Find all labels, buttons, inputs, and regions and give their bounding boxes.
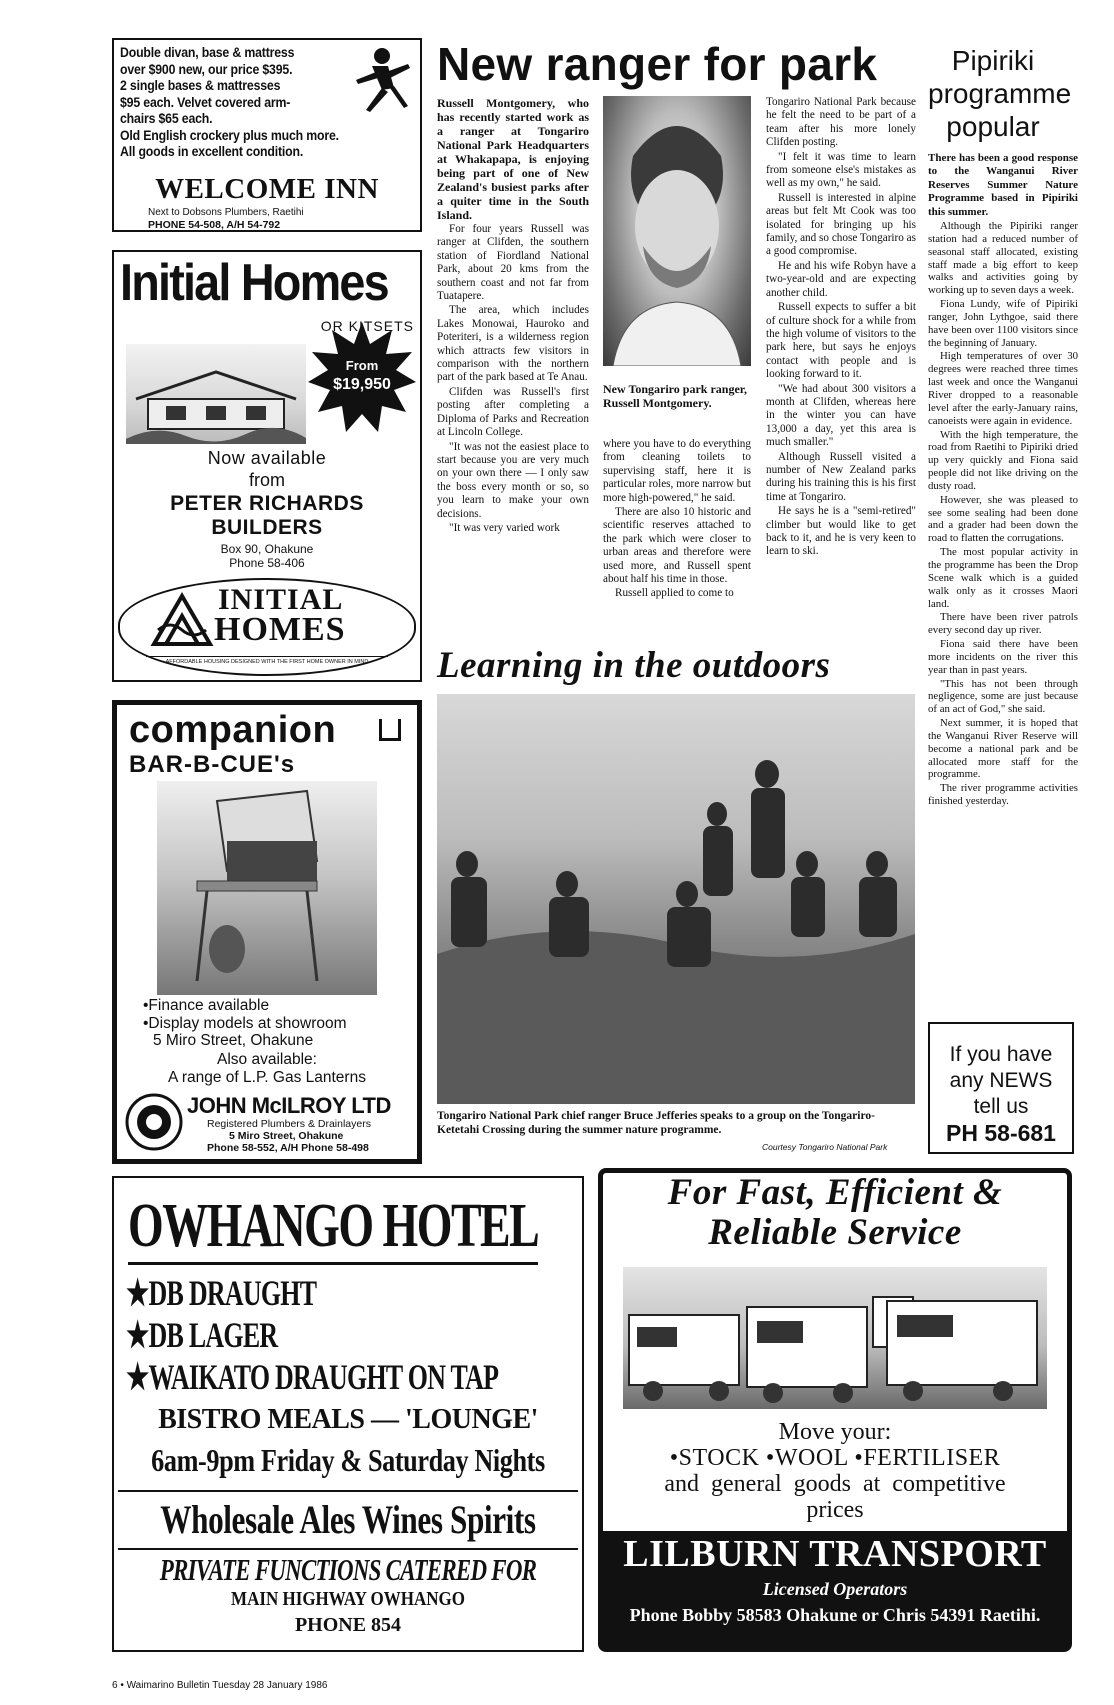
companion-street: 5 Miro Street, Ohakune xyxy=(229,1130,344,1142)
ranger-photo-caption: New Tongariro park ranger, Russell Montgomery. xyxy=(603,382,748,410)
homes-logo-icon xyxy=(150,590,214,648)
builder-phone: Phone 58-406 xyxy=(229,556,305,570)
badge-from: From xyxy=(345,358,379,373)
companion-lanterns: A range of L.P. Gas Lanterns xyxy=(168,1069,366,1086)
owhango-hours: 6am-9pm Friday & Saturday Nights xyxy=(151,1442,545,1478)
lilburn-headline-line: For Fast, Efficient & xyxy=(667,1172,1003,1213)
ranger-paragraph: Russell applied to come to xyxy=(615,587,734,600)
initial-homes-title: Initial Homes xyxy=(120,254,388,312)
pipiriki-paragraph: High temperatures of over 30 degrees were reached three times last week and once the Wanganui River dropped to a reasonable level after the early-January rains, canoeists were again in evidence. xyxy=(928,350,1078,427)
outdoors-headline: Learning in the outdoors xyxy=(437,645,831,686)
welcome-line: Old English crockery plus much more. xyxy=(120,126,339,143)
builder-box: Box 90, Ohakune xyxy=(220,542,314,556)
bbq-icon xyxy=(157,781,377,995)
welcome-inn-name: WELCOME INN xyxy=(155,173,379,205)
owhango-highway: MAIN HIGHWAY OWHANGO xyxy=(231,1588,465,1610)
house-icon xyxy=(126,344,306,444)
lilburn-transport-ad xyxy=(598,1168,1072,1652)
pipiriki-paragraph: There have been river patrols every second day up river. xyxy=(928,611,1078,637)
owhango-items xyxy=(126,1272,498,1398)
ranger-paragraph: "It was very varied work xyxy=(449,521,560,534)
ranger-paragraph: The area, which includes Lakes Monowai, Hauroko and Poteriteri, is a wilderness region which attracts few visitors in comparison with the northern part of the park based at Te Anau. xyxy=(437,304,589,384)
ranger-paragraph: "I felt it was time to learn from someone else's mistakes as well as my own," he said. xyxy=(766,150,916,190)
news-phone: PH 58-681 xyxy=(946,1120,1056,1146)
builder-line-2: BUILDERS xyxy=(211,516,323,539)
builder-line-1: PETER RICHARDS xyxy=(170,492,364,515)
ranger-paragraph: There are also 10 historic and scientific reserves attached to the park which were closer to urban areas and therefore were used more, and Russell spent about half his time in those. xyxy=(603,506,751,586)
initial-homes-ad xyxy=(112,250,422,682)
available-line-1: Now available xyxy=(207,448,327,468)
welcome-inn-phone: PHONE 54-508, A/H 54-792 xyxy=(148,219,281,231)
pipiriki-column xyxy=(928,152,1078,809)
pipiriki-headline xyxy=(928,44,1072,143)
owhango-hotel-ad xyxy=(112,1176,584,1652)
ranger-paragraph: "It was not the easiest place to start because you are very much on your own there — I only saw the boss every month or so, so you learn to make your own decisions. xyxy=(437,440,589,520)
portrait-icon xyxy=(603,96,751,366)
ranger-headline: New ranger for park xyxy=(437,38,878,90)
welcome-inn-address: Next to Dobsons Plumbers, Raetihi xyxy=(148,207,304,218)
ranger-paragraph: Although Russell visited a number of New Zealand parks during his training this is his first time at Tongariro. xyxy=(766,450,916,503)
companion-address: 5 Miro Street, Ohakune xyxy=(153,1032,314,1049)
running-man-icon xyxy=(342,44,418,118)
outdoors-group-photo xyxy=(437,694,915,1104)
pipiriki-paragraph: However, she was pleased to see some sealing had been done and a grader had been down the road to flatten the corrugations. xyxy=(928,493,1078,545)
owhango-item: ★DB LAGER xyxy=(126,1315,278,1355)
ranger-paragraph: He and his wife Robyn have a two-year-old and are expecting another child. xyxy=(766,259,916,299)
lilburn-company: LILBURN TRANSPORT xyxy=(623,1533,1047,1575)
owhango-item: ★WAIKATO DRAUGHT ON TAP xyxy=(126,1357,499,1397)
owhango-title: OWHANGO HOTEL xyxy=(128,1190,538,1265)
pipiriki-paragraph: The most popular activity in the programme has been the Drop Scene walk which is a guided walk only as it crosses Maori land. xyxy=(928,546,1078,610)
bbq-photo xyxy=(157,781,377,995)
ranger-column-3 xyxy=(766,96,916,560)
owhango-bistro: BISTRO MEALS — 'LOUNGE' xyxy=(158,1404,538,1435)
badge-price: $19,950 xyxy=(333,376,391,393)
pipiriki-headline-line: popular xyxy=(946,111,1040,142)
ranger-paragraph: Russell expects to suffer a bit of culture shock for a while from the high volume of visitors to the park here, but says he enjoys contact with people and is looking forward to it. xyxy=(766,301,916,381)
companion-also: Also available: xyxy=(217,1051,317,1068)
news-line: any NEWS xyxy=(949,1069,1053,1092)
bullet-display: •Display models at showroom xyxy=(143,1014,347,1032)
owhango-phone: PHONE 854 xyxy=(294,1614,402,1636)
companion-phone: Phone 58-552, A/H Phone 58-498 xyxy=(207,1142,369,1154)
ranger-paragraph: He says he is a "semi-retired" climber but would like to get back to it, and he is very keen to learn to ski. xyxy=(766,505,916,558)
ranger-paragraph: Tongariro National Park because he felt the need to be part of a team after his more lonely Clifden posting. xyxy=(766,96,916,149)
outdoors-credit: Courtesy Tongariro National Park xyxy=(762,1142,888,1152)
house-illustration xyxy=(126,344,306,444)
welcome-line: over $900 new, our price $395. xyxy=(120,60,293,77)
ranger-paragraph: For four years Russell was ranger at Clifden, the southern station of Fiordland National Park, about 20 kms from the southern coast and not far from Tuatapere. xyxy=(437,223,589,303)
lilburn-licensed: Licensed Operators xyxy=(762,1579,908,1599)
outdoors-caption: Tongariro National Park chief ranger Bruce Jefferies speaks to a group on the Tongariro-Ketetahi Crossing during the summer nature programme. xyxy=(437,1110,875,1136)
welcome-line: All goods in excellent condition. xyxy=(120,143,304,159)
ranger-column-1 xyxy=(437,96,589,536)
owhango-item: ★DB DRAUGHT xyxy=(126,1273,317,1313)
welcome-line: chairs $65 each. xyxy=(120,110,213,126)
initial-homes-logo xyxy=(118,578,416,676)
companion-reg: Registered Plumbers & Drainlayers xyxy=(207,1118,371,1130)
news-line: If you have xyxy=(949,1043,1053,1066)
pipiriki-headline-line: Pipiriki xyxy=(951,45,1035,76)
companion-logo-icon xyxy=(379,719,401,741)
news-box xyxy=(928,1022,1074,1154)
trucks-photo xyxy=(623,1267,1047,1409)
lilburn-headline xyxy=(603,1173,1067,1253)
pipiriki-paragraph: With the high temperature, the road from Raetihi to Pipiriki dried up very quickly and Fiona said people did not like driving on the dusty road. xyxy=(928,428,1078,492)
ranger-lead: Russell Montgomery, who has recently started work as a ranger at Tongariro National Park Headquarters at Whakapapa, is enjoying being part of one of New Zealand's busiest parks after a quiter time in the South Island. xyxy=(437,96,589,222)
owhango-rule xyxy=(118,1548,578,1550)
ranger-paragraph: Clifden was Russell's first posting after completing a Diploma of Parks and Recreation at Lincoln College. xyxy=(437,385,589,439)
owhango-wholesale: Wholesale Ales Wines Spirits xyxy=(160,1497,536,1542)
pipiriki-paragraph: Although the Pipiriki ranger station had a reduced number of seasonal staff allocated, existing staff made a big effort to keep walks and activities going by working up to seven days a week. xyxy=(928,220,1078,297)
lilburn-items: •STOCK •WOOL •FERTILISER xyxy=(669,1445,1001,1471)
pipiriki-paragraph: Next summer, it is hoped that the Wanganui River Reserve will become a national park and be allocated more staff for the programme. xyxy=(928,717,1078,781)
lilburn-phone: Phone Bobby 58583 Ohakune or Chris 54391 Raetihi. xyxy=(629,1605,1041,1625)
logo-tagline: AFFORDABLE HOUSING DESIGNED WITH THE FIRST HOME OWNER IN MIND xyxy=(146,656,388,665)
ranger-paragraph: Russell is interested in alpine areas but felt Mt Cook was too isolated for bringing up his family, and so chose Tongariro as a good compromise. xyxy=(766,191,916,258)
owhango-rule xyxy=(118,1490,578,1492)
page-footer: 6 • Waimarino Bulletin Tuesday 28 January 1986 xyxy=(112,1680,328,1691)
pipiriki-paragraph: "This has not been through negligence, some are just because of an act of God," she said. xyxy=(928,677,1078,716)
logo-line-2: HOMES xyxy=(214,611,346,648)
pipiriki-lead: There has been a good response to the Wanganui River Reserves Summer Nature Programme based in Pipiriki this summer. xyxy=(928,152,1078,218)
news-line: tell us xyxy=(973,1095,1029,1118)
initial-homes-subtitle: OR KITSETS xyxy=(320,318,414,334)
bullet-finance: •Finance available xyxy=(143,997,270,1014)
lilburn-headline-line: Reliable Service xyxy=(708,1212,962,1253)
companion-bullets xyxy=(143,997,347,1050)
available-line-2: from xyxy=(249,470,285,490)
owhango-private: PRIVATE FUNCTIONS CATERED FOR xyxy=(159,1552,537,1587)
ranger-paragraph: where you have to do everything from cleaning toilets to supervising staff, here it is particular roles, more narrow but more high-powered," he said. xyxy=(603,438,751,504)
welcome-line: $95 each. Velvet covered arm- xyxy=(120,93,291,110)
pipiriki-paragraph: Fiona said there have been more incidents on the river this year than in past years. xyxy=(928,638,1078,676)
companion-product: BAR-B-CUE's xyxy=(129,751,296,778)
welcome-line: 2 single bases & mattresses xyxy=(120,77,281,93)
welcome-inn-ad xyxy=(112,38,422,232)
hikers-group-icon xyxy=(437,694,915,1104)
ranger-paragraph: "We had about 300 visitors a month at Clifden, whereas here in the winter you can have 13,000 a day, yet this area is much smaller." xyxy=(766,382,916,449)
trucks-icon xyxy=(623,1267,1047,1409)
plumbers-seal-icon xyxy=(125,1093,183,1151)
lilburn-footer-band xyxy=(603,1531,1067,1647)
welcome-line: Double divan, base & mattress xyxy=(120,44,295,60)
companion-ad xyxy=(112,700,422,1164)
logo-line-1: INITIAL xyxy=(218,583,344,616)
pipiriki-headline-line: programme xyxy=(928,78,1072,109)
lilburn-move: Move your: xyxy=(778,1419,892,1445)
lilburn-general-1: and general goods at competitive xyxy=(664,1471,1006,1497)
lilburn-general-2: prices xyxy=(806,1497,864,1523)
companion-company: JOHN McILROY LTD xyxy=(187,1093,391,1118)
ranger-column-2 xyxy=(603,438,751,602)
ranger-portrait-photo xyxy=(603,96,751,366)
pipiriki-paragraph: The river programme activities finished yesterday. xyxy=(928,782,1078,808)
companion-brand: companion xyxy=(129,709,337,751)
pipiriki-paragraph: Fiona Lundy, wife of Pipiriki ranger, John Lythgoe, said there have been over 1100 visitors since the beginning of January. xyxy=(928,298,1078,349)
